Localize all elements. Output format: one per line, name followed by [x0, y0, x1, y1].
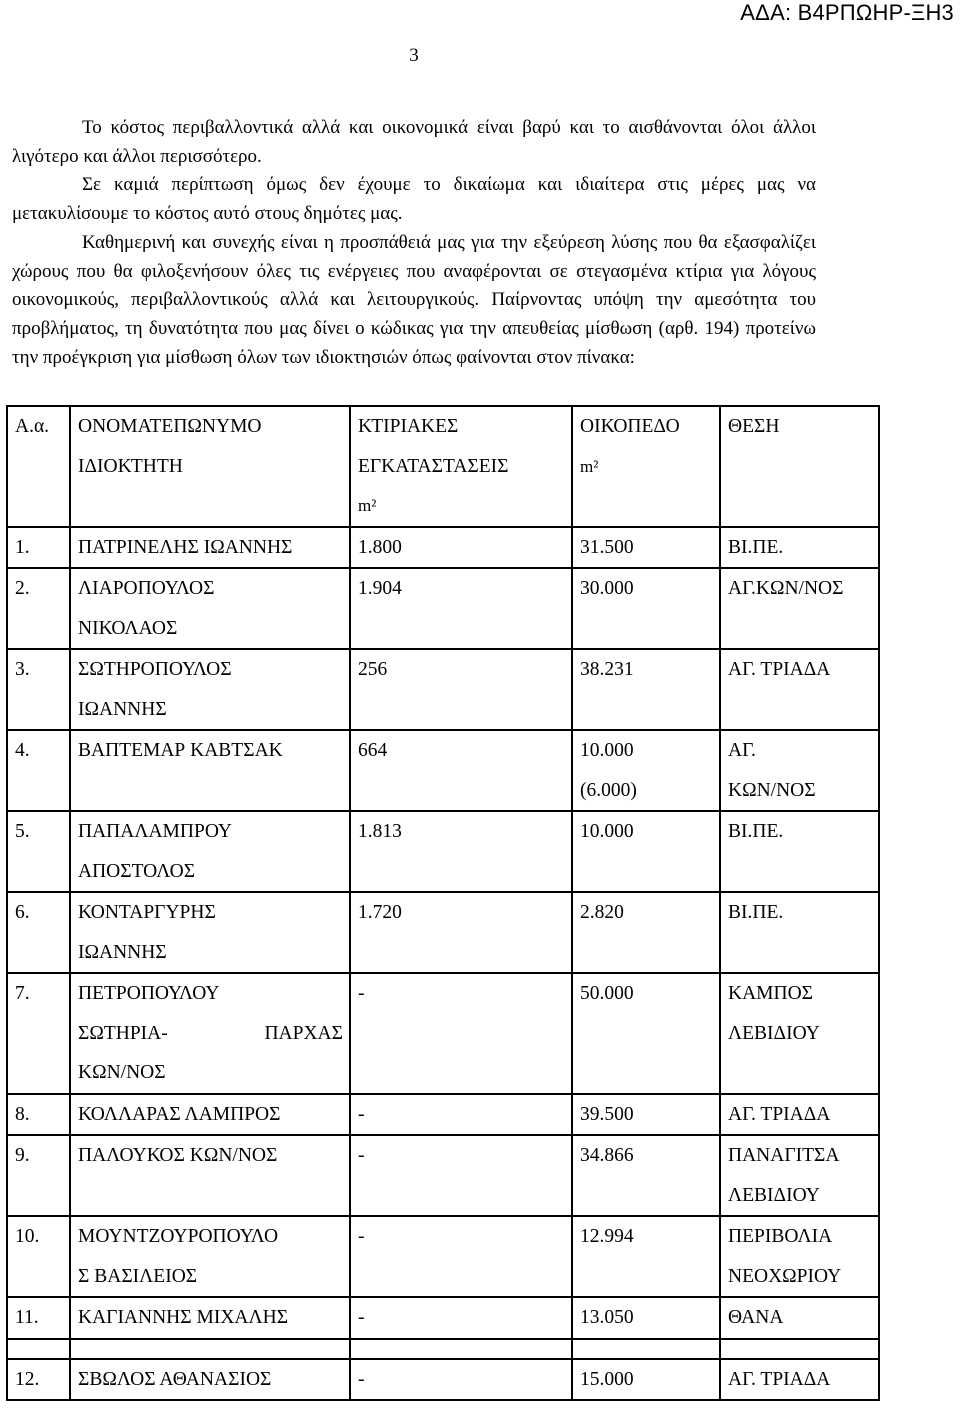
- owner-name-line: ΠΑΛΟΥΚΟΣ ΚΩΝ/ΝΟΣ: [78, 1145, 278, 1166]
- plot-area-line: 31.500: [580, 536, 634, 558]
- location-line: ΚΩΝ/ΝΟΣ: [728, 779, 816, 801]
- location: [720, 568, 879, 649]
- table-row: [7, 730, 879, 811]
- location-line: ΛΕΒΙΔΙΟΥ: [728, 1184, 820, 1206]
- plot-area-line: 39.500: [580, 1103, 634, 1125]
- table-header-row: [7, 406, 879, 527]
- location-line: ΚΑΜΠΟΣ: [728, 983, 814, 1004]
- plot-area: [572, 1216, 720, 1297]
- table-row: [7, 892, 879, 973]
- plot-area-line: 12.994: [580, 1226, 634, 1247]
- location-line: ΑΓ. ΤΡΙΑΔΑ: [728, 1368, 831, 1390]
- table-row: [7, 568, 879, 649]
- body-text: [12, 114, 816, 372]
- buildings-area: 1.800: [350, 527, 572, 569]
- table-row: [7, 1216, 879, 1297]
- location: [720, 811, 879, 892]
- table-row: [7, 1094, 879, 1136]
- row-number: 4.: [7, 730, 70, 811]
- location-line: ΘΑΝΑ: [728, 1307, 784, 1328]
- location: [720, 892, 879, 973]
- location: [720, 730, 879, 811]
- owner-name-line: ΣΩΤΗΡΟΠΟΥΛΟΣ: [78, 659, 232, 680]
- table-body: [7, 527, 879, 1401]
- table-row: [7, 1359, 879, 1401]
- plot-area-line: 10.000: [580, 740, 634, 761]
- ada-code: ΑΔΑ: Β4ΡΠΩΗΡ-ΞΗ3: [740, 0, 954, 25]
- owner-name: [70, 1094, 350, 1136]
- location-line: ΒΙ.ΠΕ.: [728, 536, 784, 558]
- row-number: 5.: [7, 811, 70, 892]
- owner-name-line: ΠΑΠΑΛΑΜΠΡΟΥ: [78, 821, 233, 842]
- empty-cell: [70, 1339, 350, 1359]
- owner-name-line: ΛΙΑΡΟΠΟΥΛΟΣ: [78, 578, 215, 599]
- owner-name-line: ΠΕΤΡΟΠΟΥΛΟΥ: [78, 983, 220, 1004]
- page-number: 3: [409, 45, 419, 66]
- plot-area: [572, 649, 720, 730]
- buildings-area: 256: [350, 649, 572, 730]
- location-line: ΒΙ.ΠΕ.: [728, 821, 784, 842]
- owner-name: [70, 1135, 350, 1216]
- row-number: 8.: [7, 1094, 70, 1136]
- owner-name: [70, 527, 350, 569]
- plot-area-line: 34.866: [580, 1145, 634, 1166]
- table-row: [7, 1135, 879, 1216]
- owner-name-line: ΚΩΝ/ΝΟΣ: [78, 1062, 166, 1083]
- name-word: ΠΑΡΧΑΣ: [264, 1022, 343, 1044]
- table-gap-row: [7, 1339, 879, 1359]
- row-number: 9.: [7, 1135, 70, 1216]
- plot-area: [572, 1135, 720, 1216]
- location-line: ΠΕΡΙΒΟΛΙΑ: [728, 1226, 833, 1247]
- paragraph-3: Καθημερινή και συνεχής είναι η προσπάθειά μας για την εξεύρεση λύσης που θα εξασφαλίζει χώρους που θα φιλοξενήσουν όλες τις ενέργειες που αναφέρονται σε στεγασμένα κτίρια για λόγους οικονομικούς, περιβαλλοντικούς αλλά και λειτουργικούς. Παίρνοντας υπόψη την αμεσότητα του προβλήματος, τη δυνατότητα που μας δίνει ο κώδικας για την απευθείας μίσθωση (αρθ. 194) προτείνω την προέγκριση για μίσθωση όλων των ιδιοκτησιών όπως φαίνονται στον πίνακα:: [12, 231, 816, 368]
- owner-name-line: ΚΟΝΤΑΡΓΥΡΗΣ: [78, 902, 216, 923]
- plot-area: [572, 811, 720, 892]
- buildings-area: -: [350, 1094, 572, 1136]
- owner-name: [70, 730, 350, 811]
- plot-area: [572, 892, 720, 973]
- owner-name-line: Σ ΒΑΣΙΛΕΙΟΣ: [78, 1265, 198, 1287]
- header-owner: ΟΝΟΜΑΤΕΠΩΝΥΜΟ ΙΔΙΟΚΤΗΤΗ: [70, 406, 350, 527]
- buildings-area: -: [350, 1297, 572, 1339]
- owner-name-line: ΚΑΓΙΑΝΝΗΣ ΜΙΧΑΛΗΣ: [78, 1307, 289, 1328]
- buildings-area: -: [350, 973, 572, 1094]
- owner-name-line: ΝΙΚΟΛΑΟΣ: [78, 617, 178, 639]
- buildings-area: -: [350, 1135, 572, 1216]
- header-location: ΘΕΣΗ: [720, 406, 879, 527]
- plot-area: [572, 527, 720, 569]
- owner-name: [70, 568, 350, 649]
- table-row: [7, 527, 879, 569]
- location-line: ΒΙ.ΠΕ.: [728, 902, 784, 923]
- row-number: 7.: [7, 973, 70, 1094]
- location: [720, 649, 879, 730]
- row-number: 12.: [7, 1359, 70, 1401]
- location-line: ΛΕΒΙΔΙΟΥ: [728, 1022, 820, 1044]
- location: [720, 1216, 879, 1297]
- plot-area: [572, 730, 720, 811]
- location-line: ΑΓ. ΤΡΙΑΔΑ: [728, 659, 831, 680]
- owner-name-line: ΚΟΛΛΑΡΑΣ ΛΑΜΠΡΟΣ: [78, 1103, 281, 1125]
- plot-area-line: 38.231: [580, 659, 634, 680]
- buildings-area: 664: [350, 730, 572, 811]
- location: [720, 1297, 879, 1339]
- plot-area-line: 50.000: [580, 983, 634, 1004]
- plot-area: [572, 568, 720, 649]
- location-line: ΑΓ.: [728, 740, 756, 761]
- owner-name-line: [78, 1014, 349, 1054]
- buildings-area: -: [350, 1216, 572, 1297]
- plot-area: [572, 1297, 720, 1339]
- name-word: ΣΩΤΗΡΙΑ-: [78, 1022, 168, 1044]
- plot-area: [572, 1359, 720, 1401]
- header-plot: ΟΙΚΟΠΕΔΟ m²: [572, 406, 720, 527]
- row-number: 6.: [7, 892, 70, 973]
- plot-area-line: 30.000: [580, 578, 634, 599]
- owner-name: [70, 973, 350, 1094]
- plot-area-line: 15.000: [580, 1368, 634, 1390]
- empty-cell: [7, 1339, 70, 1359]
- plot-area: [572, 973, 720, 1094]
- location-line: ΑΓ. ΤΡΙΑΔΑ: [728, 1103, 831, 1125]
- row-number: 3.: [7, 649, 70, 730]
- owner-name-line: ΑΠΟΣΤΟΛΟΣ: [78, 860, 196, 882]
- owner-name: [70, 892, 350, 973]
- table-row: [7, 811, 879, 892]
- row-number: 1.: [7, 527, 70, 569]
- owner-name-line: ΒΑΠΤΕΜΑΡ ΚΑΒΤΣΑΚ: [78, 740, 283, 761]
- buildings-area: 1.904: [350, 568, 572, 649]
- location: [720, 1094, 879, 1136]
- row-number: 11.: [7, 1297, 70, 1339]
- location: [720, 973, 879, 1094]
- table-row: [7, 1297, 879, 1339]
- plot-area-line: 13.050: [580, 1307, 634, 1328]
- plot-area-line: 10.000: [580, 821, 634, 842]
- buildings-area: 1.813: [350, 811, 572, 892]
- plot-area: [572, 1094, 720, 1136]
- empty-cell: [350, 1339, 572, 1359]
- empty-cell: [572, 1339, 720, 1359]
- properties-table: [6, 405, 880, 1401]
- paragraph-2: Σε καμιά περίπτωση όμως δεν έχουμε το δικαίωμα και ιδιαίτερα στις μέρες μας να μετακυλίσουμε το κόστος αυτό στους δημότες μας.: [12, 174, 816, 225]
- location: [720, 1359, 879, 1401]
- location-line: ΑΓ.ΚΩΝ/ΝΟΣ: [728, 578, 844, 599]
- header-buildings: ΚΤΙΡΙΑΚΕΣ ΕΓΚΑΤΑΣΤΑΣΕΙΣ m²: [350, 406, 572, 527]
- owner-name-line: ΣΒΩΛΟΣ ΑΘΑΝΑΣΙΟΣ: [78, 1368, 272, 1390]
- location-line: ΝΕΟΧΩΡΙΟΥ: [728, 1265, 842, 1287]
- owner-name: [70, 1297, 350, 1339]
- owner-name: [70, 1359, 350, 1401]
- row-number: 10.: [7, 1216, 70, 1297]
- paragraph-1: Το κόστος περιβαλλοντικά αλλά και οικονομικά είναι βαρύ και το αισθάνονται όλοι άλλοι λιγότερο και άλλοι περισσότερο.: [12, 117, 816, 167]
- buildings-area: -: [350, 1359, 572, 1401]
- owner-name-line: ΙΩΑΝΝΗΣ: [78, 698, 167, 720]
- location-line: ΠΑΝΑΓΙΤΣΑ: [728, 1145, 840, 1166]
- location: [720, 527, 879, 569]
- table-row: [7, 649, 879, 730]
- owner-name-line: ΠΑΤΡΙΝΕΛΗΣ ΙΩΑΝΝΗΣ: [78, 536, 293, 558]
- plot-area-line: 2.820: [580, 902, 624, 923]
- buildings-area: 1.720: [350, 892, 572, 973]
- owner-name: [70, 649, 350, 730]
- table-row: [7, 973, 879, 1094]
- location: [720, 1135, 879, 1216]
- owner-name: [70, 1216, 350, 1297]
- owner-name: [70, 811, 350, 892]
- owner-name-line: ΙΩΑΝΝΗΣ: [78, 941, 167, 963]
- row-number: 2.: [7, 568, 70, 649]
- owner-name-line: ΜΟΥΝΤΖΟΥΡΟΠΟΥΛΟ: [78, 1226, 279, 1247]
- plot-area-line: (6.000): [580, 779, 637, 801]
- empty-cell: [720, 1339, 879, 1359]
- header-aa: Α.α.: [7, 406, 70, 527]
